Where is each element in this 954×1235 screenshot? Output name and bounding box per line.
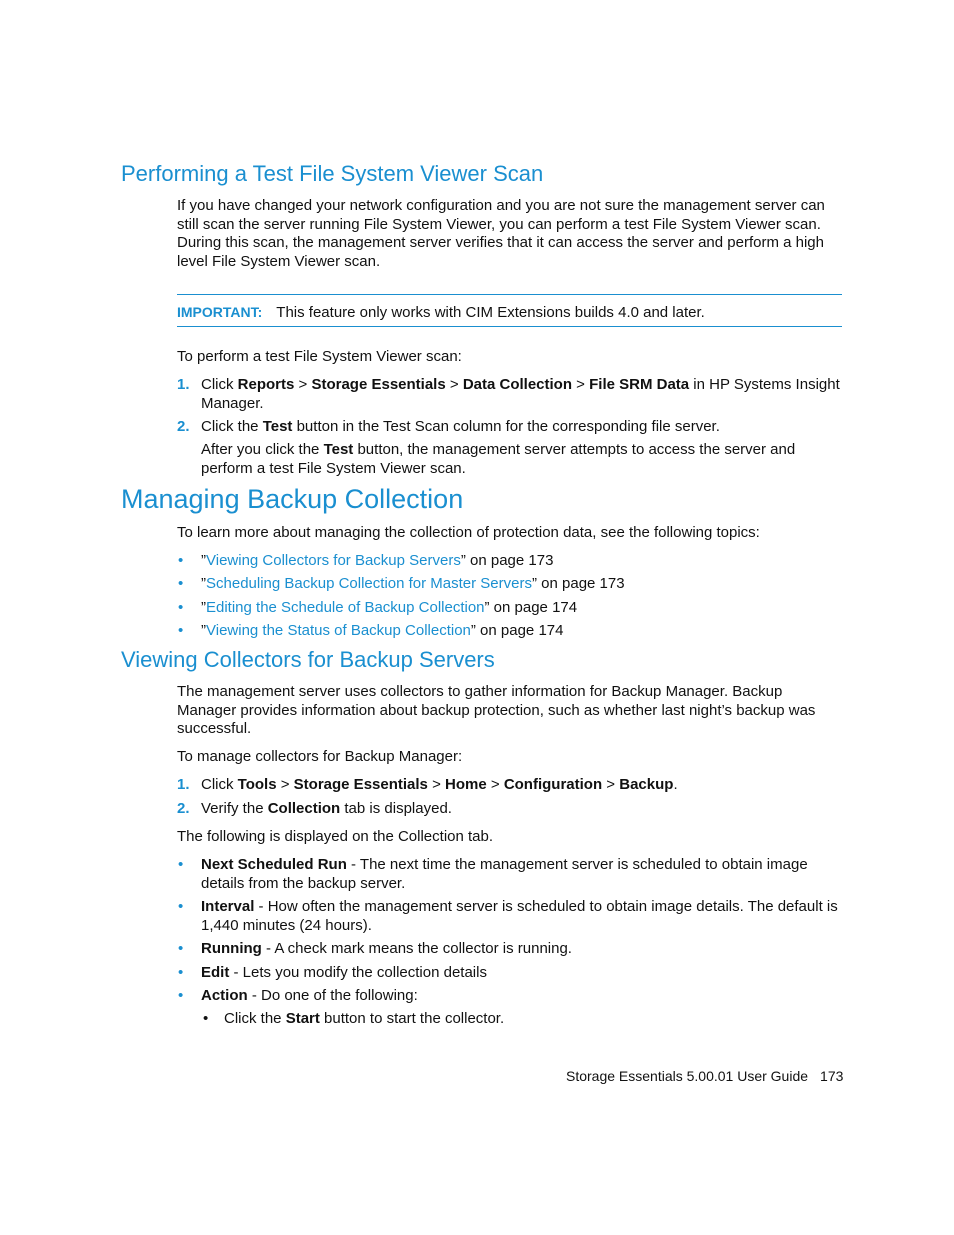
page-ref: ” on page 173 xyxy=(460,552,554,569)
bullet-icon: • xyxy=(178,552,184,569)
field-desc: - Do one of the following: xyxy=(247,987,418,1004)
separator: > xyxy=(445,376,463,393)
field-item xyxy=(177,856,842,893)
page-ref: ” on page 174 xyxy=(470,622,564,639)
menu-data-collection: Data Collection xyxy=(462,376,572,393)
bullet-icon: • xyxy=(178,987,184,1004)
step-text: Verify the xyxy=(201,800,268,817)
bullet-icon: • xyxy=(178,898,184,915)
important-text: This feature only works with CIM Extensions builds 4.0 and later. xyxy=(276,304,705,321)
section-heading-test-scan: Performing a Test File System Viewer Scan xyxy=(121,161,544,186)
step-text: . xyxy=(673,776,678,793)
bullet-icon: • xyxy=(203,1010,209,1027)
menu-storage-essentials: Storage Essentials xyxy=(293,776,428,793)
topic-item xyxy=(177,622,842,641)
step-text: Click xyxy=(201,776,238,793)
step-text: button in the Test Scan column for the corresponding file server. xyxy=(292,418,720,435)
bullet-icon: • xyxy=(178,856,184,873)
section-heading-viewing-collectors: Viewing Collectors for Backup Servers xyxy=(121,647,495,672)
separator: > xyxy=(572,376,590,393)
step-text: in HP Systems Insight Manager. xyxy=(201,376,840,412)
step-text: button to start the collector. xyxy=(319,1010,505,1027)
field-item xyxy=(177,964,842,983)
link-scheduling-backup[interactable]: Scheduling Backup Collection for Master Servers xyxy=(206,575,532,592)
managing-backup-intro: To learn more about managing the collection of protection data, see the following topics: xyxy=(177,524,760,541)
test-button-label: Test xyxy=(323,441,354,458)
test-scan-step-2 xyxy=(177,418,842,437)
test-scan-lead: To perform a test File System Viewer scan: xyxy=(177,348,462,365)
quote: ” xyxy=(201,622,206,639)
test-button-label: Test xyxy=(262,418,293,435)
step-number: 1. xyxy=(177,376,190,393)
test-scan-intro: If you have changed your network configuration and you are not sure the management server can still scan the server running File System Viewer, you can perform a test File System Viewer scan. During this scan, the management server verifies that it can access the server and perform a high level File System Viewer scan. xyxy=(177,197,825,270)
link-viewing-status[interactable]: Viewing the Status of Backup Collection xyxy=(206,622,471,639)
step-text: tab is displayed. xyxy=(340,800,452,817)
field-desc: - The next time the management server is scheduled to obtain image details from the backup server. xyxy=(201,856,808,892)
link-editing-schedule[interactable]: Editing the Schedule of Backup Collection xyxy=(206,599,485,616)
separator: > xyxy=(276,776,294,793)
field-desc: - How often the management server is scheduled to obtain image details. The default is 1,440 minutes (24 hours). xyxy=(201,898,838,934)
important-label: IMPORTANT: xyxy=(177,304,263,320)
menu-tools: Tools xyxy=(237,776,277,793)
separator: > xyxy=(486,776,504,793)
action-sub-item xyxy=(201,1010,841,1029)
important-bottom-rule xyxy=(177,326,842,327)
step-text: Click xyxy=(201,376,238,393)
field-desc: - Lets you modify the collection details xyxy=(229,964,487,981)
field-item xyxy=(177,898,842,935)
test-scan-step-2-continuation xyxy=(201,441,841,478)
page-number: 173 xyxy=(820,1068,844,1084)
step-text: Click the xyxy=(201,418,263,435)
bullet-icon: • xyxy=(178,964,184,981)
field-term: Interval xyxy=(201,898,255,915)
quote: ” xyxy=(201,552,206,569)
step-number: 2. xyxy=(177,418,190,435)
field-item xyxy=(177,940,842,959)
separator: > xyxy=(602,776,620,793)
topic-item xyxy=(177,575,842,594)
menu-backup: Backup xyxy=(619,776,674,793)
quote: ” xyxy=(201,575,206,592)
collectors-step-2 xyxy=(177,800,842,819)
link-viewing-collectors[interactable]: Viewing Collectors for Backup Servers xyxy=(206,552,461,569)
menu-file-srm-data: File SRM Data xyxy=(589,376,690,393)
quote: ” xyxy=(201,599,206,616)
bullet-icon: • xyxy=(178,575,184,592)
topic-item xyxy=(177,552,842,571)
field-desc: - A check mark means the collector is running. xyxy=(261,940,572,957)
important-top-rule xyxy=(177,294,842,295)
footer-guide-title: Storage Essentials 5.00.01 User Guide xyxy=(566,1068,809,1084)
menu-storage-essentials: Storage Essentials xyxy=(311,376,446,393)
page-ref: ” on page 174 xyxy=(484,599,578,616)
page-ref: ” on page 173 xyxy=(532,575,625,592)
bullet-icon: • xyxy=(178,622,184,639)
bullet-icon: • xyxy=(178,940,184,957)
section-heading-managing-backup: Managing Backup Collection xyxy=(121,484,464,514)
menu-configuration: Configuration xyxy=(503,776,603,793)
collection-tab-lead: The following is displayed on the Collection tab. xyxy=(177,828,494,845)
field-item xyxy=(177,987,842,1006)
topic-item xyxy=(177,599,842,618)
separator: > xyxy=(294,376,312,393)
step-number: 2. xyxy=(177,800,190,817)
field-term: Edit xyxy=(201,964,230,981)
bullet-icon: • xyxy=(178,599,184,616)
menu-reports: Reports xyxy=(237,376,295,393)
collectors-step-1 xyxy=(177,776,842,795)
step-number: 1. xyxy=(177,776,190,793)
page-footer xyxy=(566,1067,843,1085)
collection-tab-label: Collection xyxy=(267,800,341,817)
field-term: Running xyxy=(201,940,262,957)
viewing-collectors-intro: The management server uses collectors to gather information for Backup Manager. Backup Manager provides information about backup protection, such as whether last night’s backup was successful. xyxy=(177,683,816,738)
start-button-label: Start xyxy=(285,1010,320,1027)
menu-home: Home xyxy=(445,776,487,793)
separator: > xyxy=(427,776,446,793)
field-term: Next Scheduled Run xyxy=(201,856,347,873)
field-term: Action xyxy=(201,987,248,1004)
step-text: Click the xyxy=(224,1010,286,1027)
step-text: After you click the xyxy=(201,441,324,458)
important-note xyxy=(177,303,705,322)
step-text: button, the management server attempts to access the server and perform a test File System Viewer scan. xyxy=(201,441,796,477)
viewing-collectors-lead: To manage collectors for Backup Manager: xyxy=(177,748,463,765)
test-scan-step-1 xyxy=(177,376,842,413)
